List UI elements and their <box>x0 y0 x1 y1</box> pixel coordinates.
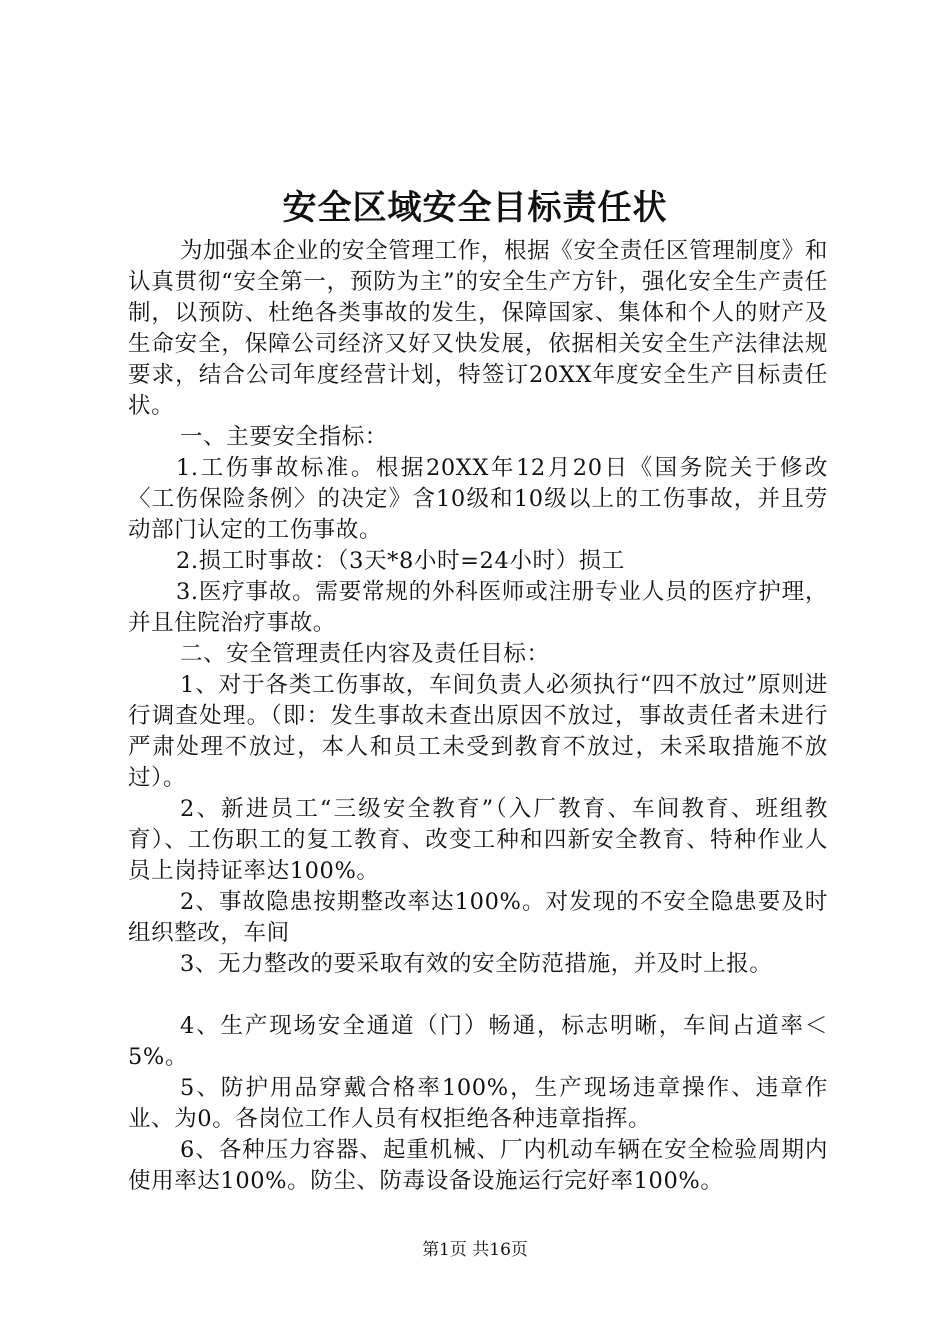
section-heading-responsibilities: 二、安全管理责任内容及责任目标： <box>180 641 550 667</box>
responsibility-item-1: 1、对于各类工伤事故，车间负责人必须执行“四不放过”原则进行调查处理。（即：发生事故未查出原因不放过，事故责任者未进行严肃处理不放过，本人和员工未受到教育不放过，未采取措施不放过）。 <box>128 672 828 791</box>
responsibility-item-4: 4、生产现场安全通道（门）畅通，标志明晰，车间占道率＜5%。 <box>128 1013 828 1070</box>
blank-line <box>128 980 828 1011</box>
indicator-item-3: 3.医疗事故。需要常规的外科医师或注册专业人员的医疗护理，并且住院治疗事故。 <box>128 579 828 636</box>
indicator-item-1: 1.工伤事故标准。根据20XX年12月20日《国务院关于修改〈工伤保险条例〉的决定》含10级和10级以上的工伤事故，并且劳动部门认定的工伤事故。 <box>128 455 828 543</box>
document-body <box>128 236 828 1197</box>
responsibility-item-6: 6、各种压力容器、起重机械、厂内机动车辆在安全检验周期内使用率达100%。防尘、防毒设备设施运行完好率100%。 <box>128 1137 828 1194</box>
indicator-item-2: 2.损工时事故：（3天*8小时=24小时）损工 <box>176 548 625 574</box>
responsibility-item-2b: 2、事故隐患按期整改率达100%。对发现的不安全隐患要及时组织整改，车间 <box>128 889 828 946</box>
responsibility-item-2a: 2、新进员工“三级安全教育”（入厂教育、车间教育、班组教育）、工伤职工的复工教育、改变工种和四新安全教育、特种作业人员上岗持证率达100%。 <box>128 796 828 884</box>
page-footer: 第1页 共16页 <box>422 1240 528 1260</box>
responsibility-item-5: 5、防护用品穿戴合格率100%，生产现场违章操作、违章作业、为0。各岗位工作人员有权拒绝各种违章指挥。 <box>128 1075 828 1132</box>
document-title: 安全区域安全目标责任状 <box>282 188 668 228</box>
intro-paragraph: 为加强本企业的安全管理工作，根据《安全责任区管理制度》和认真贯彻“安全第一，预防为主”的安全生产方针，强化安全生产责任制，以预防、杜绝各类事故的发生，保障国家、集体和个人的财产及生命安全，保障公司经济又好又快发展，依据相关安全生产法律法规要求，结合公司年度经营计划，特签订20XX年度安全生产目标责任状。 <box>128 238 828 419</box>
responsibility-item-3: 3、无力整改的要采取有效的安全防范措施，并及时上报。 <box>180 951 773 977</box>
section-heading-indicators: 一、主要安全指标： <box>180 424 388 450</box>
